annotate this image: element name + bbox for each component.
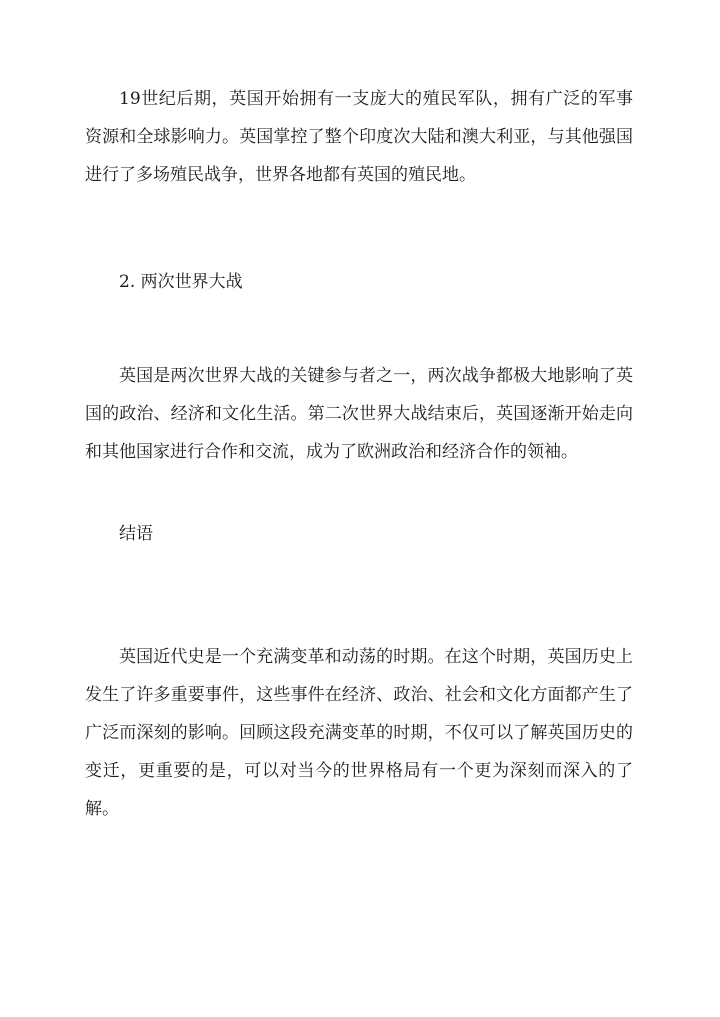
- paragraph-colonial-army: 19世纪后期，英国开始拥有一支庞大的殖民军队，拥有广泛的军事资源和全球影响力。英国掌控了整个印度次大陆和澳大利亚，与其他强国进行了多场殖民战争，世界各地都有英国的殖民地。: [85, 89, 633, 185]
- section-heading-world-wars: 2. 两次世界大战: [119, 272, 243, 292]
- paragraph-world-wars: 英国是两次世界大战的关键参与者之一，两次战争都极大地影响了英国的政治、经济和文化生活。第二次世界大战结束后，英国逐渐开始走向和其他国家进行合作和交流，成为了欧洲政治和经济合作的领袖。: [85, 366, 633, 462]
- paragraph-conclusion: 英国近代史是一个充满变革和动荡的时期。在这个时期，英国历史上发生了许多重要事件，这些事件在经济、政治、社会和文化方面都产生了广泛而深刻的影响。回顾这段充满变革的时期，不仅可以了解英国历史的变迁，更重要的是，可以对当今的世界格局有一个更为深刻而深入的了解。: [85, 647, 633, 819]
- section-heading-conclusion: 结语: [119, 524, 153, 544]
